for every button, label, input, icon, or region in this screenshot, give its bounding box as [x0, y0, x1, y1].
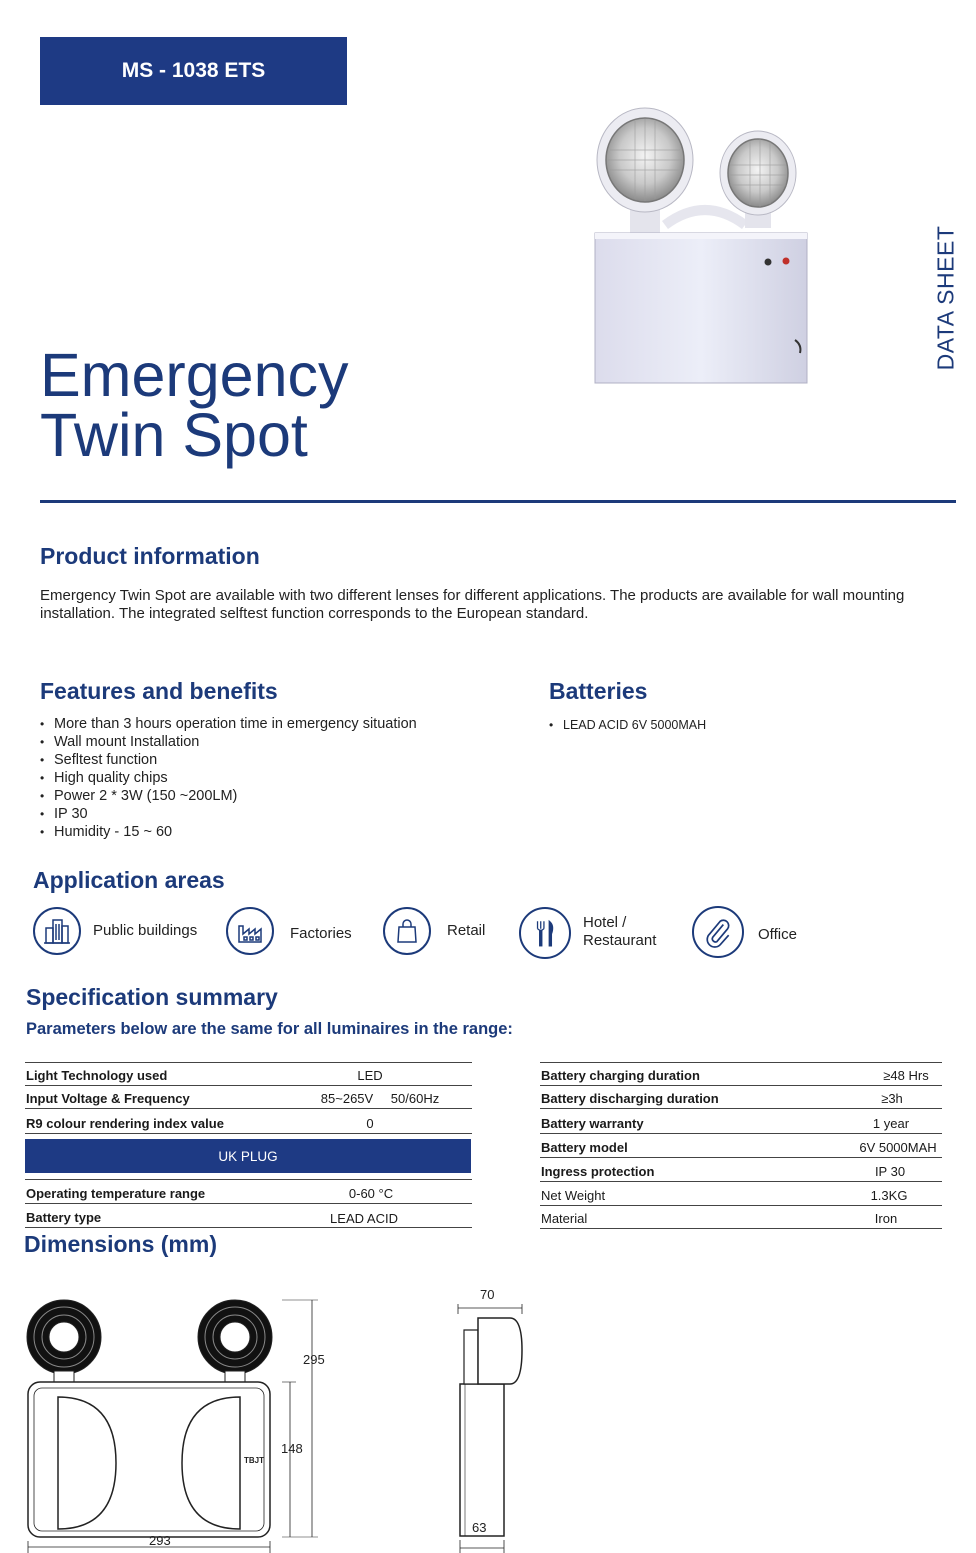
title-line-2: Twin Spot: [40, 401, 308, 469]
product-info-text: Emergency Twin Spot are available with two different lenses for different applications. The products are available for wall mounting installation. The integrated selftest function corresponds to the European standard.: [40, 587, 905, 622]
table-row: Ingress protection IP 30: [540, 1158, 942, 1182]
features-list: [40, 715, 417, 841]
dimensions-heading: Dimensions (mm): [24, 1231, 217, 1257]
dim-side-depth-top: 70: [480, 1287, 495, 1302]
spec-heading: Specification summary: [26, 984, 278, 1010]
factory-icon: [226, 907, 274, 955]
application-label: Retail: [447, 922, 486, 939]
list-item: • IP 30: [40, 805, 417, 823]
application-label: Public buildings: [93, 922, 198, 939]
application-public-buildings: [33, 907, 197, 955]
application-areas-heading: Application areas: [33, 867, 225, 893]
list-item: • Humidity - 15 ~ 60: [40, 823, 417, 841]
datasheet-side-label: DATA SHEET: [932, 225, 959, 370]
product-title: [40, 341, 349, 469]
batteries-list: [549, 716, 706, 734]
batteries-heading: Batteries: [549, 678, 648, 704]
shopping-bag-icon: [383, 907, 431, 955]
application-label: Hotel / Restaurant: [583, 914, 657, 949]
table-row: Net Weight 1.3KG: [540, 1182, 942, 1206]
table-row: Battery charging duration ≥48 Hrs: [540, 1063, 942, 1086]
application-hotel-restaurant: [519, 907, 673, 959]
table-row: Battery model 6V 5000MAH: [540, 1134, 942, 1158]
product-info-heading: Product information: [40, 543, 260, 569]
uk-plug-banner: UK PLUG: [25, 1139, 471, 1173]
title-line-1: Emergency: [40, 341, 349, 409]
product-photo: [590, 105, 815, 395]
list-item: • Sefltest function: [40, 751, 417, 769]
list-item: • More than 3 hours operation time in emergency situation: [40, 715, 417, 733]
application-retail: [383, 907, 485, 955]
table-row: R9 colour rendering index value 0: [25, 1109, 472, 1134]
spec-table-right: [540, 1062, 942, 1232]
logo-text: TBJT: [244, 1456, 264, 1465]
application-office: [692, 906, 797, 958]
list-item: • LEAD ACID 6V 5000MAH: [549, 716, 706, 734]
dim-total-height: 295: [303, 1352, 325, 1367]
side-view-drawing: [450, 1300, 530, 1553]
table-row: Operating temperature range 0-60 °C: [25, 1180, 472, 1204]
list-item: • Power 2 * 3W (150 ~200LM): [40, 787, 417, 805]
model-number: MS - 1038 ETS: [121, 59, 266, 82]
dim-body-height: 148: [281, 1441, 303, 1456]
table-row: Input Voltage & Frequency 85~265V 50/60Hz: [25, 1086, 472, 1109]
list-item: • High quality chips: [40, 769, 417, 787]
dim-front-width: 293: [149, 1533, 171, 1548]
paperclip-icon: [692, 906, 744, 958]
fork-knife-icon: [519, 907, 571, 959]
table-row: Light Technology used LED: [25, 1063, 472, 1086]
application-label: Office: [758, 925, 797, 943]
features-heading: Features and benefits: [40, 678, 278, 704]
spec-subheading: Parameters below are the same for all luminaires in the range:: [26, 1020, 513, 1038]
table-row: Battery warranty 1 year: [540, 1109, 942, 1134]
front-view-drawing: [20, 1285, 340, 1553]
title-divider: [40, 500, 956, 503]
table-row: Material Iron: [540, 1206, 942, 1229]
list-item: • Wall mount Installation: [40, 733, 417, 751]
dim-side-depth-bottom: 63: [472, 1520, 487, 1535]
application-label: Factories: [290, 924, 352, 942]
table-row: Battery discharging duration ≥3h: [540, 1086, 942, 1109]
building-icon: [33, 907, 81, 955]
model-badge: [40, 37, 347, 105]
application-factories: [226, 907, 352, 955]
table-row: Battery type LEAD ACID: [25, 1204, 472, 1228]
